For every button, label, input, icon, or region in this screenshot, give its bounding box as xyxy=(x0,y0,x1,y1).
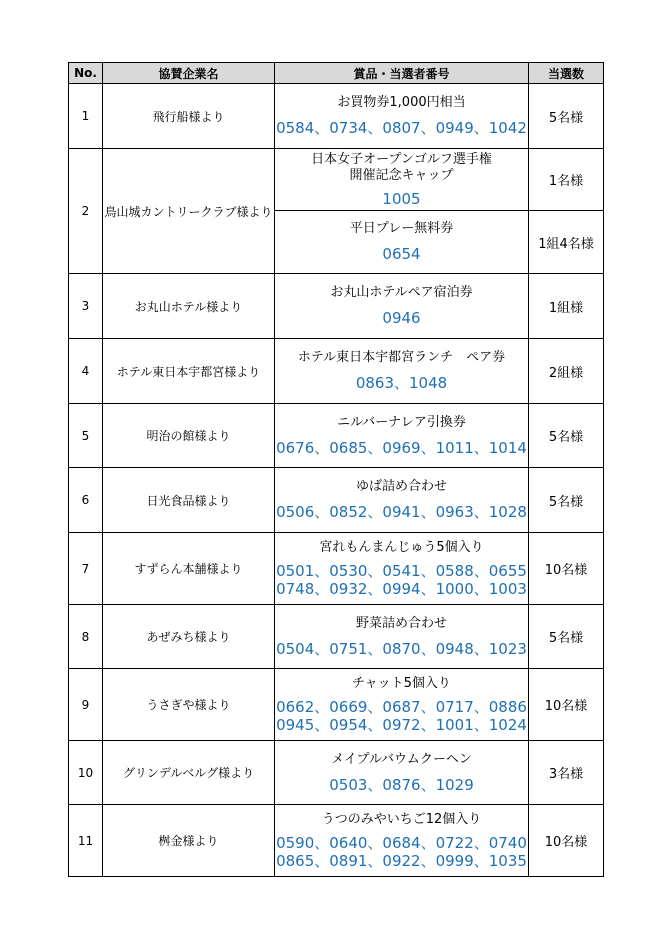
header-row xyxy=(69,63,604,84)
table-row xyxy=(69,404,604,468)
table-row xyxy=(69,84,604,149)
row-count: 5名様 xyxy=(529,404,604,468)
header-count: 当選数 xyxy=(529,63,604,84)
row-no: 8 xyxy=(69,605,103,669)
row-prize xyxy=(275,339,529,404)
table-row xyxy=(69,741,604,805)
row-prize xyxy=(275,741,529,805)
prize-name: 平日プレー無料券 xyxy=(349,221,454,236)
winners-table xyxy=(68,62,604,877)
row-prize xyxy=(275,404,529,468)
row-sponsor: 鳥山城カントリークラブ様より xyxy=(103,149,275,274)
row-count: 1組4名様 xyxy=(529,211,604,274)
winner-numbers: 1005 xyxy=(382,189,421,208)
row-no: 5 xyxy=(69,404,103,468)
prize-name: チャット5個入り xyxy=(352,675,451,691)
row-no: 4 xyxy=(69,339,103,404)
table-row xyxy=(69,149,604,211)
row-no: 7 xyxy=(69,533,103,605)
row-count: 2組様 xyxy=(529,339,604,404)
row-prize xyxy=(275,149,529,211)
table-row xyxy=(69,669,604,741)
row-prize xyxy=(275,805,529,877)
winner-numbers: 0504、0751、0870、0948、1023 xyxy=(276,639,527,658)
row-prize xyxy=(275,468,529,533)
row-prize xyxy=(275,533,529,605)
winner-numbers-line: 0501、0530、0541、0588、0655 xyxy=(276,561,527,580)
table-row xyxy=(69,274,604,339)
winner-numbers: 0863、1048 xyxy=(355,374,448,392)
winner-numbers-line: 0590、0640、0684、0722、0740 xyxy=(276,833,527,852)
row-no: 6 xyxy=(69,468,103,533)
row-sponsor: 桝金様より xyxy=(103,805,275,877)
row-prize xyxy=(275,84,529,149)
winner-numbers: 0676、0685、0969、1011、1014 xyxy=(276,438,527,457)
prize-name: 宮れもんまんじゅう5個入り xyxy=(319,539,484,555)
header-no: No. xyxy=(69,63,103,84)
winner-numbers-line: 0945、0954、0972、1001、1024 xyxy=(276,715,527,734)
row-sponsor: お丸山ホテル様より xyxy=(103,274,275,339)
row-no: 3 xyxy=(69,274,103,339)
row-count: 10名様 xyxy=(529,533,604,605)
row-prize xyxy=(275,669,529,741)
row-sponsor: グリンデルベルグ様より xyxy=(103,741,275,805)
row-count: 5名様 xyxy=(529,468,604,533)
row-count: 3名様 xyxy=(529,741,604,805)
winner-numbers: 0506、0852、0941、0963、1028 xyxy=(276,503,527,521)
row-no: 9 xyxy=(69,669,103,741)
row-count: 5名様 xyxy=(529,84,604,149)
row-count: 1組様 xyxy=(529,274,604,339)
table-row xyxy=(69,339,604,404)
row-no: 11 xyxy=(69,805,103,877)
row-sponsor: うさぎや様より xyxy=(103,669,275,741)
prize-name: ホテル東日本宇都宮ランチ ペア券 xyxy=(297,350,506,365)
row-sponsor: ホテル東日本宇都宮様より xyxy=(103,339,275,404)
prize-name-line: 日本女子オープンゴルフ選手権 xyxy=(311,151,492,167)
row-prize xyxy=(275,605,529,669)
table-row xyxy=(69,605,604,669)
row-sponsor: すずらん本舗様より xyxy=(103,533,275,605)
winner-numbers: 0946 xyxy=(382,309,421,327)
winner-numbers: 0503、0876、1029 xyxy=(329,775,474,794)
row-no: 10 xyxy=(69,741,103,805)
winner-numbers-line: 0748、0932、0994、1000、1003 xyxy=(276,579,527,598)
row-count: 1名様 xyxy=(529,149,604,211)
row-no: 1 xyxy=(69,84,103,149)
prize-name: メイプルバウムクーヘン xyxy=(331,751,472,767)
winner-numbers-line: 0865、0891、0922、0999、1035 xyxy=(276,851,527,870)
row-sponsor: 明治の館様より xyxy=(103,404,275,468)
prize-name: ゆば詰め合わせ xyxy=(355,479,447,494)
winner-numbers: 0654 xyxy=(382,245,421,263)
prize-name: ニルバーナレア引換券 xyxy=(337,414,466,430)
row-no: 2 xyxy=(69,149,103,274)
table-row xyxy=(69,805,604,877)
row-prize xyxy=(275,211,529,274)
prize-name: お買物券1,000円相当 xyxy=(337,95,466,110)
header-prize: 賞品・当選者番号 xyxy=(275,63,529,84)
prize-name: 野菜詰め合わせ xyxy=(355,615,447,631)
row-sponsor: 日光食品様より xyxy=(103,468,275,533)
row-sponsor: 飛行船様より xyxy=(103,84,275,149)
winner-numbers-line: 0662、0669、0687、0717、0886 xyxy=(276,697,527,716)
prize-name-line: 開催記念キャップ xyxy=(349,167,454,183)
row-count: 5名様 xyxy=(529,605,604,669)
row-sponsor: あぜみち様より xyxy=(103,605,275,669)
row-count: 10名様 xyxy=(529,805,604,877)
header-sponsor: 協賛企業名 xyxy=(103,63,275,84)
prize-name: お丸山ホテルペア宿泊券 xyxy=(330,285,473,300)
winner-numbers: 0584、0734、0807、0949、1042 xyxy=(276,119,527,137)
prize-name: うつのみやいちご12個入り xyxy=(321,811,482,827)
table-row xyxy=(69,533,604,605)
table-row xyxy=(69,468,604,533)
row-count: 10名様 xyxy=(529,669,604,741)
row-prize xyxy=(275,274,529,339)
